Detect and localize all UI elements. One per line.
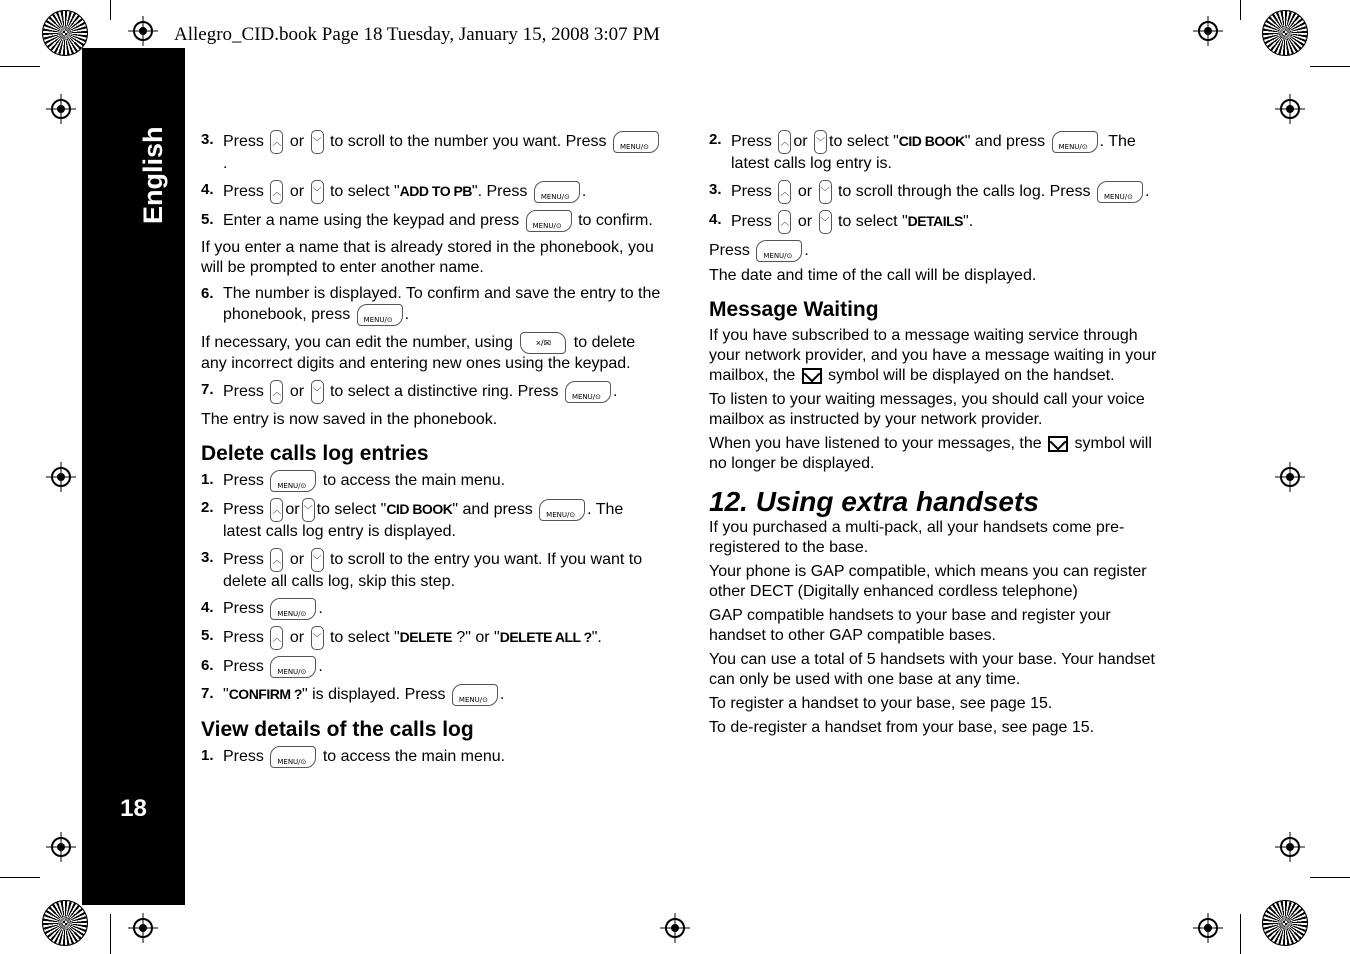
menu-key-icon bbox=[270, 656, 316, 678]
step: 3. Press ︿ or ﹀ to scroll to the number you want. Press MENU/⊙. bbox=[201, 130, 663, 174]
paragraph: The date and time of the call will be displayed. bbox=[709, 267, 1037, 284]
down-arrow-key-icon: ﹀ bbox=[819, 180, 832, 204]
up-arrow-key-icon: ︿ bbox=[778, 130, 791, 154]
menu-key-icon bbox=[270, 598, 316, 620]
down-arrow-key-icon: ﹀ bbox=[311, 626, 324, 650]
paragraph: You can use a total of 5 handsets with your base. Your handset can only be used with one base at any time. bbox=[709, 651, 1155, 688]
registration-mark bbox=[1275, 94, 1305, 124]
paragraph: If you purchased a multi-pack, all your handsets come pre-registered to the base. bbox=[709, 519, 1125, 556]
menu-key-icon bbox=[526, 210, 572, 232]
menu-key-icon bbox=[539, 499, 585, 521]
step: 3. Press ︿ or ﹀ to scroll to the entry you want. If you want to delete all calls log, skip this step. bbox=[201, 549, 643, 590]
crop-line bbox=[1310, 66, 1350, 67]
right-column bbox=[709, 124, 1169, 742]
menu-key-icon bbox=[565, 381, 611, 403]
paragraph: If you have subscribed to a message waiting service through your network provider, and you have a message waiting in your mailbox, the symbol will be displayed on the handset. bbox=[709, 327, 1157, 384]
menu-key-icon bbox=[534, 181, 580, 203]
step: 7. "CONFIRM ?" is displayed. Press MENU/⊙ . bbox=[201, 684, 663, 706]
crop-line bbox=[0, 877, 40, 878]
up-arrow-key-icon: ︿ bbox=[270, 626, 283, 650]
registration-mark bbox=[660, 913, 690, 943]
registration-mark bbox=[1193, 913, 1223, 943]
down-arrow-key-icon: ﹀ bbox=[311, 180, 324, 204]
left-column bbox=[201, 124, 663, 774]
down-arrow-key-icon: ﹀ bbox=[819, 210, 832, 234]
down-arrow-key-icon: ﹀ bbox=[302, 498, 315, 522]
menu-key-icon bbox=[357, 304, 403, 326]
down-arrow-key-icon: ﹀ bbox=[311, 130, 324, 154]
down-arrow-key-icon: ﹀ bbox=[311, 548, 324, 572]
step: 5. Enter a name using the keypad and press MENU/⊙ to confirm. bbox=[201, 210, 663, 232]
paragraph: When you have listened to your messages, the symbol will no longer be displayed. bbox=[709, 435, 1152, 472]
up-arrow-key-icon: ︿ bbox=[270, 130, 283, 154]
paragraph: To listen to your waiting messages, you should call your voice mailbox as instructed by your network provider. bbox=[709, 391, 1145, 428]
up-arrow-key-icon: ︿ bbox=[778, 210, 791, 234]
up-arrow-key-icon: ︿ bbox=[270, 380, 283, 404]
menu-key-icon bbox=[756, 240, 802, 262]
registration-mark bbox=[1193, 16, 1223, 46]
step: 2. Press ︿ or ﹀ to select "CID BOOK" and press MENU/⊙ . The latest calls log entry is displayed. bbox=[201, 498, 663, 542]
page-number: 18 bbox=[120, 795, 147, 822]
registration-mark bbox=[46, 832, 76, 862]
crop-line bbox=[1240, 914, 1241, 954]
menu-key-icon bbox=[1097, 181, 1143, 203]
envelope-icon bbox=[802, 368, 822, 384]
registration-mark bbox=[1275, 832, 1305, 862]
menu-key-icon bbox=[270, 470, 316, 492]
chapter-heading: 12. Using extra handsets bbox=[709, 486, 1039, 517]
menu-key-icon bbox=[1052, 131, 1098, 153]
delete-key-icon: ×/✉ bbox=[520, 332, 566, 354]
step: 1. Press MENU/⊙ to access the main menu. bbox=[201, 470, 663, 492]
paragraph: If necessary, you can edit the number, using ×/✉ to delete any incorrect digits and entering new ones using the keypad. bbox=[201, 332, 663, 374]
registration-mark bbox=[46, 94, 76, 124]
step: 2. Press ︿ or ﹀ to select "CID BOOK" and press MENU/⊙ . The latest calls log entry is. bbox=[709, 130, 1169, 174]
envelope-icon bbox=[1048, 436, 1068, 452]
paragraph: Your phone is GAP compatible, which means you can register other DECT (Digitally enhanced cordless telephone) bbox=[709, 563, 1147, 600]
up-arrow-key-icon: ︿ bbox=[270, 180, 283, 204]
paragraph: GAP compatible handsets to your base and register your handset to other GAP compatible bases. bbox=[709, 607, 1111, 644]
paragraph: To register a handset to your base, see page 15. bbox=[709, 695, 1053, 712]
crop-line bbox=[1240, 0, 1241, 20]
registration-mark bbox=[46, 462, 76, 492]
registration-mark bbox=[128, 913, 158, 943]
registration-mark bbox=[1275, 462, 1305, 492]
step: 4. Press MENU/⊙ . bbox=[201, 598, 663, 620]
step: 5. Press ︿ or ﹀ to select "DELETE ?" or "DELETE ALL ?". bbox=[201, 626, 663, 650]
step: 4. Press ︿ or ﹀ to select "ADD TO PB". Press MENU/⊙ . bbox=[201, 180, 663, 204]
print-header: Allegro_CID.book Page 18 Tuesday, January 15, 2008 3:07 PM bbox=[174, 24, 660, 45]
paragraph: The entry is now saved in the phonebook. bbox=[201, 411, 498, 428]
crop-line bbox=[110, 914, 111, 954]
paragraph: To de-register a handset from your base, see page 15. bbox=[709, 719, 1095, 736]
menu-key-icon bbox=[452, 684, 498, 706]
crop-line bbox=[1310, 877, 1350, 878]
section-heading: Message Waiting bbox=[709, 298, 879, 321]
up-arrow-key-icon: ︿ bbox=[270, 548, 283, 572]
step: 6. The number is displayed. To confirm and save the entry to the phonebook, press MENU/⊙ . bbox=[201, 284, 663, 326]
section-heading: Delete calls log entries bbox=[201, 442, 429, 465]
menu-key-icon bbox=[613, 131, 659, 153]
step: 3. Press ︿ or ﹀ to scroll through the calls log. Press MENU/⊙ . bbox=[709, 180, 1169, 204]
crop-line bbox=[0, 66, 40, 67]
crop-line bbox=[110, 0, 111, 20]
language-label: English bbox=[138, 126, 168, 224]
step: 1. Press MENU/⊙ to access the main menu. bbox=[201, 746, 663, 768]
printer-rosette-mark bbox=[1262, 10, 1308, 56]
registration-mark bbox=[128, 16, 158, 46]
up-arrow-key-icon: ︿ bbox=[778, 180, 791, 204]
up-arrow-key-icon: ︿ bbox=[270, 498, 283, 522]
printer-rosette-mark bbox=[42, 900, 88, 946]
step: 4. Press ︿ or ﹀ to select "DETAILS". bbox=[709, 210, 1169, 234]
down-arrow-key-icon: ﹀ bbox=[311, 380, 324, 404]
down-arrow-key-icon: ﹀ bbox=[814, 130, 827, 154]
paragraph: Press MENU/⊙ . bbox=[709, 240, 1169, 262]
step: 6. Press MENU/⊙ . bbox=[201, 656, 663, 678]
section-heading: View details of the calls log bbox=[201, 718, 474, 741]
printer-rosette-mark bbox=[1262, 900, 1308, 946]
menu-key-icon bbox=[270, 746, 316, 768]
paragraph: If you enter a name that is already stored in the phonebook, you will be prompted to enter another name. bbox=[201, 239, 654, 276]
side-tab bbox=[82, 48, 185, 905]
step: 7. Press ︿ or ﹀ to select a distinctive ring. Press MENU/⊙ . bbox=[201, 380, 663, 404]
